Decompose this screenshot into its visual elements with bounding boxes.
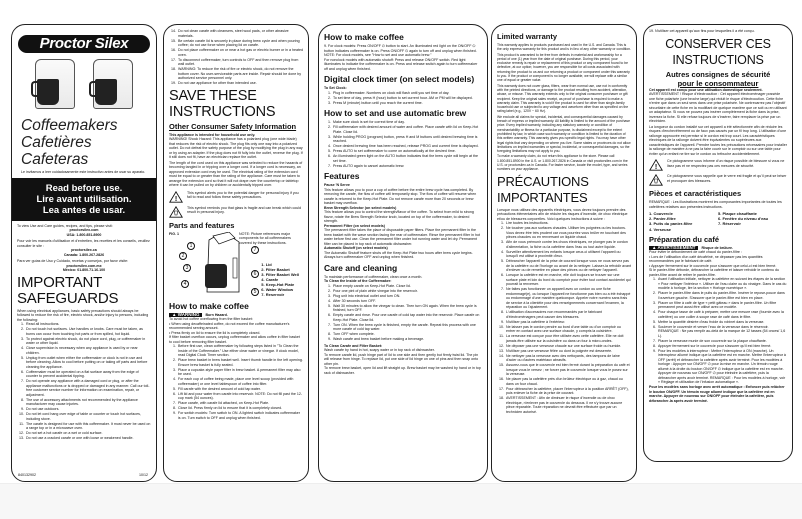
us-contact: To view Use and Care guides, recipes, and tips, please visit: proctorsilex.com USA: 1.800.851.8900 <box>17 224 151 238</box>
list-item: 13. N'utiliser pas une verseuse fêlée ou dont la poignée est desserrée. <box>499 348 613 353</box>
list-item: 5. Press AUTO to set coffeemaker to come on automatically at the desired time. <box>328 149 456 153</box>
list-item: 4. Pour chaque tasse de café à préparer, mettre une mesure rase (fournie avec la cafetière) ou une cuiller à soupe rase de café dans le filtre. <box>653 310 784 319</box>
list-item: 6. Coffeemaker must be operated on a flat surface away from the edge of counter to prevent accidental tipping. <box>21 369 139 378</box>
list-item: 8. Appuyer fermement sur le couvercle pour s'assurer qu'il est bien fermé. <box>653 343 772 348</box>
features-title: Features <box>324 171 360 181</box>
pieces-title: Pièces et caractéristiques <box>649 189 742 198</box>
list-item: 1. Avant l'utilisation initiale, nettoyer la cafetière en suivant les étapes de la section « Pour nettoyer l'intérieur ». Utiliser de l'eau claire ou du vinaigre. Dans le cas du modèle à horloge, lire la section « Horloge numérique ». <box>653 277 787 291</box>
list-item: 7. Do not operate any appliance with a damaged cord or plug, or after the appliance malfunctions or is dropped or damaged in any manner. Call our toll-free customer service number for information on examination, repair, or adjustment. <box>21 379 150 397</box>
feature-heading: Permanent Filter (on select models) <box>324 223 385 228</box>
list-item: 11. The carafe is designed for use with this coffeemaker. It must never be used on a range top or in a microwave oven. <box>19 421 151 430</box>
precautions-list <box>497 221 631 414</box>
list-item: 12. Do not set a hot carafe on a wet or cold surface. <box>19 431 103 435</box>
callout-4: 4 <box>181 280 189 288</box>
callout-3: 3 <box>183 264 191 272</box>
warranty-paragraph: This warranty applies to products purchased and used in the U.S. and Canada. This is the only express warranty for this product and is in lieu of any other warranty or condition. <box>497 43 631 52</box>
cover-panel <box>11 24 157 482</box>
list-item: 1. Before first use, clean coffeemaker by following steps listed in "To Clean the Inside of the Coffeemaker." Use either clear water or vinegar. If clock model, read Digital Clock Timer section. <box>173 344 299 357</box>
callout-7: 7 <box>251 246 259 254</box>
feature-heading: Brew Strength Selector (on select models) <box>324 205 397 210</box>
clock-steps-list <box>324 91 482 106</box>
care-cleaning-title: Care and cleaning <box>324 262 398 273</box>
list-item: 7. Ne faites pas fonctionner un appareil avec un cordon ou une fiche endommagé(e), ou lorsque l'appareil ne fonctionne pas bien ou a été échappé ou endommagé d'une manière quelconque. Appeler notre numéro sans frais de service à la clientèle pour des renseignements concernant l'examen, la réparation ou l'ajustement. <box>501 287 631 310</box>
title-es: Cafeteras <box>21 151 89 168</box>
piece-item: 2. Panier-filtre <box>649 216 676 222</box>
list-item: 10. Do not let cord hang over edge of table or counter or touch hot surfaces, including stove. <box>19 412 141 421</box>
list-item: 9. Do not use outdoors. <box>21 407 60 411</box>
parts-diagram: FIG. 1 1 2 3 4 5 6 7 NOTE: Picture references major components for all coffeemakers covered by these instructions. 1. Lid 2. Filter Basket 3. Filter Basket Well 4. Carafe 5. Keep-Hot Plate 6. Water Window 7. Reservoir <box>169 231 299 297</box>
features-list <box>324 183 482 260</box>
ca-contact: Pour voir les manuels d'utilisation et d'entretien, les recettes et les conseils, veuillez consulter le site : proctorsilex.ca Canada: 1.800.267.2826 <box>17 239 150 257</box>
list-item: 3. While holding PROG (program) button, press H and M buttons until desired brewing time is reached. <box>328 134 478 143</box>
warning-triangle-icon <box>169 191 183 203</box>
warning-badge: ▲ WARNING <box>169 313 202 318</box>
list-item: 2. Placer le panier-filtre dans le puits du panier-filtre. Insérer le repose-pouce dans l'ouverture gauche. S'assurer que le panier-filtre est bien en place. <box>653 291 785 300</box>
list-item: 1. Plug in coffeemaker. Numbers on clock will flash until you set time of day. <box>328 90 450 95</box>
list-item: 8. Close lid. Press firmly on lid to ensure that it is completely closed. <box>173 406 283 410</box>
list-item: 5. Débrancher l'appareil de la prise de courant lorsque vous ne vous servez pas de la cafetière ou de l'horloge ou avant de la nettoyer. Laisser-la refroidir avant d'enlever ou de remettre en place des pièces ou de nettoyer l'appareil. <box>501 259 631 273</box>
intro-es: Le invitamos a leer cuidadosamente este instructivo antes de usar su aparato. <box>21 170 146 174</box>
piece-item <box>718 227 787 232</box>
auto-brew-steps-list <box>324 120 482 168</box>
safeguards-intro: When using electrical appliances, basic safety precautions should always be followed to reduce the risk of fire, electric shock, and/or injury to persons, including the following: <box>17 308 149 322</box>
avertissement-badge: ▲ AVERTISSEMENT <box>649 246 698 251</box>
svg-text:!: ! <box>174 195 178 203</box>
page-bottom-band <box>0 483 802 519</box>
list-item: 16. Do not place coffeemaker on or near a hot gas or electric burner or in a heated oven. <box>171 48 303 57</box>
list-item: 3. Afin de vous prémunir contre les chocs électriques, ne plonger pas le cordon d'alimentation, la fiche ou la cafetière dans l'eau ou tout autre liquide. <box>501 240 628 249</box>
list-item: 18. WARNING: To reduce the risk of fire or electric shock, do not remove the bottom cover. No user-serviceable parts are inside. Repair should be done by authorized service personnel only. <box>171 67 302 80</box>
feature-text: The Automatic Shutoff feature shuts off the Keep-Hot Plate two hours after brew cycle begins. Always turn coffeemaker OFF and unplug when finished. <box>324 250 473 259</box>
list-item: 6. An illuminated green light on the AUTO button indicates that the brew cycle will begin at the set time. <box>328 154 478 163</box>
coffeemaker-image <box>29 57 81 111</box>
coffeemaker-image <box>87 57 139 111</box>
parts-list: 1. Lid 2. Filter Basket 3. Filter Basket Well 4. Carafe 5. Keep-Hot Plate 6. Water Window 7. Reservoir <box>261 261 299 297</box>
callout-5: 5 <box>251 288 259 296</box>
cord-info: The length of the cord used on this appliance was selected to reduce the hazards of becoming tangled in or tripping over a longer cord. If a longer cord is necessary, an approved extension cord may be used. The electrical rating of the extension cord must be equal to or greater than the rating of the appliance. Care must be taken to arrange the extension cord so that it will not drape over the countertop or tabletop where it can be pulled on by children or accidentally tripped over. <box>169 160 303 187</box>
french-instructions-panel: 19. N'utiliser cet appareil qu'aux fins pour lesquelles il a été conçu. CONSERVER CES INSTRUCTIONS Autres consignes de sécurité pour le consommateur Cet appareil est conçu pour une utilisation domestique seulement. AVERTISSEMENT ! Risque d'électrocution : Cet appareil électroménager possède une fiche polarisée (une broche large) qui réduit le risque d'électrocution. Cette fiche n'entre que dans un seul sens dans une prise polarisée. Ne contrecarrez pas l'objectif sécuritaire de cette fiche en la modifiant de quelque manière que ce soit ou en utilisant un adaptateur. Si vous ne pouvez pas insérer complètement la fiche dans la prise, inversez la fiche. Si elle refuse toujours de s'insérer, faire remplacer la prise par un électricien. La longueur du cordon installé sur cet appareil a été sélectionnée afin de réduire les risques d'enchevêtrement ou de faux pas causés par un fil trop long. L'utilisation d'une rallonge approuvée est permise si le cordon est trop court. Les caractéristiques électriques de la rallonge doivent être équivalentes ou supérieures aux caractéristiques de l'appareil. Prendre toutes les précautions nécessaires pour installer la rallonge de manière à ne pas la faire courir sur le comptoir ou sur une table pour éviter qu'un enfant ne tire sur le cordon ou trébuche accidentellement. ! Ce pictogramme vous informe d'un risque possible de blessure si vous ne lisez pas et ne respectez pas ces mesures de sécurité. Ce pictogramme vous rappelle que le verre est fragile et qu'il peut se briser et provoquer des blessures. Pièces et caractéristiques REMARQUE : Les illustrations montrent les composantes importantes de toutes les cafetières relatives aux présentes instructions. 1. Couvercle 5. Plaque chauffante 2. Panier-filtre 6. Fenêtre du niveau d'eau 3. Puits du panier-filtre 7. Réservoir 4. Verseuse Préparation du café ▲ AVERTISSEMENT Risque de brûlure. Pour éviter le débordement de café chaud du panier-filtre : • Lors de l'utilisation d'un café décaféiné, ne dépasser pas les quantités recommandées par le fabricant de café. • Appuyer fermement sur le couvercle pour s'assurer que celui-ci est bien fermé. Si le panier-filtre déborde, débrancher la cafetière et laisser refroidir le contenu du panier-filtre avant de retirer le panier-filtre. 1. Avant l'utilisation initiale, nettoyer la cafetière en suivant les étapes de la section « Pour nettoyer l'intérieur ». Utiliser de l'eau claire ou du vinaigre. Dans le cas du modèle à horloge, lire la section « Horloge numérique ». 2. Placer le panier-filtre dans le puits du panier-filtre. Insérer le repose-pouce dans l'ouverture gauche. S'assurer que le panier-filtre est bien en place. 3. Placer un filtre à café de type « petit gâteau » dans le panier-filtre. Un filtre permanent peut aussi être utilisé avec ce modèle. 4. Pour chaque tasse de café à préparer, mettre une mesure rase (fournie avec la cafetière) ou une cuiller à soupe rase de café dans le filtre. 5. Mettre la quantité désirée d'eau froide du robinet dans la verseuse. 6. Soulever le couvercle et verser l'eau de la verseuse dans le réservoir. REMARQUE : Ne pas remplir au-delà de la marque de 12 tasses (54 onces/ 1,6 L). 7. Placer la verseuse munie de son couvercle sur la plaque chauffante. 8. Appuyer fermement sur le couvercle pour s'assurer qu'il est bien fermé. 9. Pour les modèles à interrupteur : Mettre l'interrupteur à ON (marche). Un interrupteur allumé indique que la cafetière est en marche. Mettre l'interrupteur à OFF (arrêt) et débrancher la cafetière après avoir terminé. Pour les modèles à horloge : Appuyer sur ON/OFF ⏻ pour la mise en marche. Un témoin rouge allumé à la droite du bouton ON/OFF ⏻ indique que la cafetière est en marche. Appuyer de nouveau sur ON/OFF ⏻ pour éteindre la cafetière, puis la débrancher après avoir terminé. REMARQUE : Pour les modèles à horloge, voir « Réglage et utilisation de l'infusion automatique ». Pour les modèles sans horloge avec arrêt automatique : Enfoncer puis relâcher le bouton ON/OFF. Un témoin rouge allumé indique que la cafetière est en marche. Appuyer de nouveau sur ON/OFF pour éteindre la cafetière, puis débrancher-la après avoir terminé. <box>643 24 793 462</box>
list-item: 3. Place a cupcake-style paper filter in brew basket. A permanent filter may also be used. <box>173 367 301 376</box>
warranty-title: Limited warranty <box>497 32 558 41</box>
callout-1: 1 <box>187 242 195 250</box>
warranty-paragraph: This warranty does not cover glass, filters, wear from normal use, use not in conformity with the printed directions, or damage to the product resulting from accident, alteration, abuse, or misuse. This warranty extends only to the original consumer purchaser or gift recipient. Keep the original sales receipt, as proof of purchase is required to make a warranty claim. This warranty is void if the product is used for other than single-family household use or subjected to any voltage and waveform other than as specified on the rating label (e.g., 120V ~ 60 Hz). <box>497 83 629 114</box>
list-item: 8. L'utilisation d'accessoires non recommandés par le fabricant d'électroménagers peut causer des blessures. <box>501 310 602 319</box>
list-item: 5. Unplug from outlet when either the coffeemaker or clock is not in use and before cleaning. Allow to cool before putting on or taking off parts and before cleaning the appliance. <box>21 355 148 369</box>
save-instructions-title: SAVE THESE INSTRUCTIONS <box>169 87 276 120</box>
feature-text: This feature allows you to pour a cup of coffee before the entire brew cycle has completed. By removing the carafe, the flow of coffee will temporarily stop. The flow of coffee will resume when carafe is returned to the Keep-Hot Plate. Do not remove carafe more than 20 seconds or brew basket may overflow. <box>324 187 477 205</box>
how-to-make-coffee-title: How to make coffee <box>169 300 249 311</box>
list-item: 9. Pour les modèles à interrupteur : Mettre l'interrupteur à ON (marche). Un interrupteur allumé indique que la cafetière est en marche. Mettre l'interrupteur à OFF (arrêt) et débrancher la cafetière après avoir terminé. Pour les modèles à horloge : Appuyer sur ON/OFF ⏻ pour la mise en marche. Un témoin rouge allumé à la droite du bouton ON/OFF ⏻ indique que la cafetière est en marche. Appuyer de nouveau sur ON/OFF ⏻ pour éteindre la cafetière, puis la débrancher après avoir terminé. REMARQUE : Pour les modèles à horloge, voir « Réglage et utilisation de l'infusion automatique ». <box>653 348 786 385</box>
feature-text: The permanent filter takes the place of disposable paper filters. Place the permanent filter in the brew basket with the wave section facing the rear of coffeemaker. Rinse the permanent filter in hot water before first use. Clean the permanent filter under hot running water and let dry. Permanent filter can be placed in top rack of automatic dishwasher. <box>324 228 480 246</box>
list-item: 13. Do not use a cracked carafe or one with loose or weakened handle. <box>19 436 134 440</box>
list-item: 9. N'utiliser pas la cafetière à l'extérieur. <box>501 319 566 324</box>
list-item: 4. For each cup of coffee being made, place one level scoop (provided with coffeemaker) or one level tablespoon of coffee into filter. <box>173 377 294 386</box>
list-item: 7. Placer la verseuse munie de son couvercle sur la plaque chauffante. <box>653 338 767 343</box>
list-item: 15. Be certain carafe lid is securely in place during brew cycle and when pouring coffee; do not use force when placing lid on carafe. <box>171 38 300 47</box>
list-item: 2. Place brew basket in brew basket well. Insert thumb handle in the left opening. Ensure brew basket is fully seated. <box>173 358 303 367</box>
list-item: 3. Press M (minute) button until you reach the current time. <box>328 100 423 105</box>
piece-item: 7. Réservoir <box>718 221 741 227</box>
feature-heading: Automatic Shutoff (on select models) <box>324 246 388 250</box>
list-item: 8. The use of accessory attachments not recommended by the appliance manufacturer may cause injuries. <box>21 397 138 406</box>
us-site-link[interactable]: proctorsilex.com <box>69 228 99 232</box>
list-item: 16. Ne placer pas la cafetière près d'un brûleur électrique ou à gaz, chaud ou dans un four chaud. <box>499 377 623 386</box>
warranty-text <box>497 43 631 172</box>
auto-brew-title: How to set and use automatic brew <box>324 108 467 118</box>
title-fr: Cafetières <box>21 134 92 151</box>
warranty-precautions-panel: Limited warranty This warranty applies to products purchased and used in the U.S. and Canada. This is the only express warranty for this product and is in lieu of any other warranty or condition. This product is warranted to be free from defects in material and workmanship for a period of one (1) year from the date of original purchase. During this period, your exclusive remedy is repair or replacement of this product or any component found to be defective, at our option; however, you are responsible for all costs associated with returning the product to us and our returning a product or component under this warranty to you. If the product or component is no longer available, we will replace with a similar one of equal or greater value. This warranty does not cover glass, filters, wear from normal use, use not in conformity with the printed directions, or damage to the product resulting from accident, alteration, abuse, or misuse. This warranty extends only to the original consumer purchaser or gift recipient. Keep the original sales receipt, as proof of purchase is required to make a warranty claim. This warranty is void if the product is used for other than single-family household use or subjected to any voltage and waveform other than as specified on the rating label (e.g., 120V ~ 60 Hz). We exclude all claims for special, incidental, and consequential damages caused by breach of express or implied warranty. All liability is limited to the amount of the purchase price. Every implied warranty, including any statutory warranty or condition of merchantability or fitness for a particular purpose, is disclaimed except to the extent prohibited by law, in which case such warranty or condition is limited to the duration of this written warranty. This warranty gives you specific legal rights. You may have other legal rights that vary depending on where you live. Some states or provinces do not allow limitations on implied warranties or special, incidental, or consequential damages, so the foregoing limitations may not apply to you. To make a warranty claim, do not return this appliance to the store. Please call 1.800.851.8900 in the U.S. or 1.800.267.2826 in Canada or visit proctorsilex.com in the U.S. or proctorsilex.ca in Canada. For faster service, locate the model, type, and series numbers on your appliance. PRÉCAUTIONS IMPORTANTES Lorsque vous utilisez des appareils électriques, vous devez toujours prendre des précautions élémentaires afin de réduire les risques d'incendie, de choc électrique et/ou de blessures corporelles. Voici quelques instructions à suivre : 1. Lire toutes les instructions. 2. Ne toucher pas aux surfaces chaudes. Utiliser les poignées ou les boutons. Vous devez être très prudent car vous pourriez vous brûler en touchant des pièces chaudes ou en renversant un liquide chaud. 3. Afin de vous prémunir contre les chocs électriques, ne plonger pas le cordon d'alimentation, la fiche ou la cafetière dans l'eau ou tout autre liquide. 4. Surveiller attentivement les enfants lorsque ceux-ci utilisent l'appareil ou lorsqu'il est utilisé à proximité d'eux. 5. Débrancher l'appareil de la prise de courant lorsque vous ne vous servez pas de la cafetière ou de l'horloge ou avant de la nettoyer. Laisser-la refroidir avant d'enlever ou de remettre en place des pièces ou de nettoyer l'appareil. 6. Lorsque la cafetière est en marche, elle doit toujours se trouver sur une surface plate et loin du bord du comptoir pour éviter tout contact accidentel qui pourrait la renverser. 7. Ne faites pas fonctionner un appareil avec un cordon ou une fiche endommagé(e), ou lorsque l'appareil ne fonctionne pas bien ou a été échappé ou endommagé d'une manière quelconque. Appeler notre numéro sans frais de service à la clientèle pour des renseignements concernant l'examen, la réparation ou l'ajustement. 8. L'utilisation d'accessoires non recommandés par le fabricant d'électroménagers peut causer des blessures. 9. N'utiliser pas la cafetière à l'extérieur. 10. Ne laisser pas le cordon pendre au bord d'une table ou d'un comptoir ou entrer en contact avec une surface chaude, y compris la cuisinière. 11. La verseuse est conçue pour être utilisée avec cette cafetière. Elle ne doit jamais être utilisée sur la cuisinière ou dans un four à micro-ondes. 12. Ne déposer pas une verseuse chaude sur une surface froide ou humide. 13. N'utiliser pas une verseuse fêlée ou dont la poignée est desserrée. 14. Ne nettoyer pas la verseuse avec des nettoyants, des tampons de laine d'acier ou d'autres matériaux abrasifs. 15. Assurez-vous que le couvercle est bien fermé durant la préparation du café et lorsque vous le versez ; ne forcer pas le couvercle lorsque vous le posez sur la verseuse. 16. Ne placer pas la cafetière près d'un brûleur électrique ou à gaz, chaud ou dans un four chaud. 17. Pour débrancher la cafetière, placer l'interrupteur à la position ARRÊT (OFF), puis enlever la fiche de la prise de courant. 18. AVERTISSEMENT : Afin de diminuer le risque d'incendie ou de choc électrique, n'enlever pas le couvercle du dessous. Il ne s'y trouve aucune pièce réparable. Toute réparation ne devrait être effectuée que par un technicien autorisé. <box>491 24 637 482</box>
list-item: 2. Ne toucher pas aux surfaces chaudes. Utiliser les poignées ou les boutons. Vous devez être très prudent car vous pourriez vous brûler en touchant des pièces chaudes ou en renversant un liquide chaud. <box>501 226 626 240</box>
figure-note: NOTE: Picture references major components for all coffeemakers covered by these instructions. <box>239 231 291 245</box>
safeguards-continued-list <box>169 29 303 86</box>
list-item: 11. La verseuse est conçue pour être utilisée avec cette cafetière. Elle ne doit jamais être utilisée sur la cuisinière ou dans un four à micro-ondes. <box>499 334 624 343</box>
warranty-paragraph: To make a warranty claim, do not return this appliance to the store. Please call 1.800.851.8900 in the U.S. or 1.800.267.2826 in Canada or visit proctorsilex.com in the U.S. or proctorsilex.ca in Canada. For faster service, locate the model, type, and series numbers on your appliance. <box>497 154 628 172</box>
fragile-glass-icon <box>169 206 183 218</box>
list-item: 4. Close supervision is necessary when any appliance is used by or near children. <box>21 346 138 355</box>
list-item: 14. Ne nettoyer pas la verseuse avec des nettoyants, des tampons de laine d'acier ou d'autres matériaux abrasifs. <box>499 353 620 363</box>
list-item: 2. Pour one pint of plain white vinegar into the reservoir. <box>328 288 418 293</box>
list-item: 7. Place carafe, with carafe lid attached, on Keep-Hot Plate. <box>173 401 270 405</box>
safety-parts-panel: 14. Do not clean carafe with cleansers, steel wool pads, or other abrasive materials. 15. Be certain carafe lid is securely in place during brew cycle and when pouring coffee; do not use force when placing lid on carafe. 16. Do not place coffeemaker on or near a hot gas or electric burner or in a heated oven. 17. To disconnect coffeemaker, turn controls to OFF and then remove plug from wall outlet. 18. WARNING: To reduce the risk of fire or electric shock, do not remove the bottom cover. No user-serviceable parts are inside. Repair should be done by authorized service personnel only. 19. Do not use appliance for other than intended use. SAVE THESE INSTRUCTIONS Other Consumer Safety Information This appliance is intended for household use only. WARNING! Shock Hazard: This appliance has a polarized plug (one wide blade) that reduces the risk of electric shock. The plug fits only one way into a polarized outlet. Do not defeat the safety purpose of the plug by modifying the plug in any way or by using an adapter. If the plug does not fit fully into the outlet, reverse the plug. If it still does not fit, have an electrician replace the outlet. The length of the cord used on this appliance was selected to reduce the hazards of becoming tangled in or tripping over a longer cord. If a longer cord is necessary, an approved extension cord may be used. The electrical rating of the extension cord must be equal to or greater than the rating of the appliance. Care must be taken to arrange the extension cord so that it will not drape over the countertop or tabletop where it can be pulled on by children or accidentally tripped over. ! This symbol alerts you to the potential danger for personal injury if you fail to read and follow these safety precautions. This symbol reminds you that glass is fragile and can break which could result in personal injury. Parts and features FIG. 1 1 2 3 4 5 6 7 NOTE: Picture references major components for all coffeemakers covered by these instructions. 1. Lid 2. Filter Basket 3. Filter Basket Well 4. Carafe 5. Keep-Hot Plate 6. Water Window 7. Reservoir How to make coffee ▲ WARNING Burn Hazard. To avoid hot coffee overflowing from the filter basket: • When using decaffeinated coffee, do not exceed the coffee manufacturer's recommended serving amount. • Press firmly on lid to ensure the lid is completely closed. If filter basket overflow occurs, unplug coffeemaker and allow coffee in filter basket to cool before removing filter basket. 1. Before first use, clean coffeemaker by following steps listed in "To Clean the Inside of the Coffeemaker." Use either clear water or vinegar. If clock model, read Digital Clock Timer section. 2. Place brew basket in brew basket well. Insert thumb handle in the left opening. Ensure brew basket is fully seated. 3. Place a cupcake-style paper filter in brew basket. A permanent filter may also be used. 4. For each cup of coffee being made, place one level scoop (provided with coffeemaker) or one level tablespoon of coffee into filter. 5. Fill carafe with the desired amount of cold tap water. 6. Lift lid and pour water from carafe into reservoir. NOTE: Do not fill past the 12-cup mark (54 ounces). 7. Place carafe, with carafe lid attached, on Keep-Hot Plate. 8. Close lid. Press firmly on lid to ensure that it is completely closed. 9. For switch models: Turn switch to ON. A lighted switch indicates coffeemaker is on. Turn switch to OFF and unplug when finished. <box>163 24 309 482</box>
conserve-title: CONSERVER CES INSTRUCTIONS <box>665 36 771 67</box>
list-item: 1. Make sure clock is set for correct time of day. <box>328 120 405 124</box>
list-item: 9. Wash carafe and brew basket before making a beverage. <box>328 337 425 341</box>
list-item: 1. Place empty carafe on Keep-Hot Plate. Close lid. <box>328 283 411 288</box>
safeguards-list <box>17 322 151 441</box>
list-item: 3. Plug unit into electrical outlet and turn ON. <box>328 293 401 298</box>
preparation-title: Préparation du café <box>649 234 720 244</box>
list-item: 10. Ne laisser pas le cordon pendre au bord d'une table ou d'un comptoir ou entrer en contact avec une surface chaude, y compris la cuisinière. <box>499 324 621 334</box>
document-date: 10/12 <box>139 472 148 477</box>
digital-clock-title: Digital clock timer (on select models) <box>324 74 475 84</box>
list-item: 1. Lire toutes les instructions. <box>501 221 549 226</box>
list-item: 2. To set time of day, press H (hour) button to set current hour. AM or PM will be displayed. <box>328 95 473 100</box>
list-item: 7. Press AUTO again to cancel automatic brew. <box>328 163 405 168</box>
polarized-plug-warning: WARNING! Shock Hazard: This appliance has a polarized plug (one wide blade) that reduces the risk of electric shock. The plug fits only one way into a polarized outlet. Do not defeat the safety purpose of the plug by modifying the plug in any way or by using an adapter. If the plug does not fit fully into the outlet, reverse the plug. If it still does not fit, have an electrician replace the outlet. <box>169 137 303 159</box>
list-item: 15. Assurez-vous que le couvercle est bien fermé durant la préparation du café et lorsque vous le versez ; ne forcer pas le couvercle lorsque vous le posez sur la verseuse. <box>499 363 630 377</box>
care-steps-list <box>324 284 482 342</box>
list-item: 5. Fill carafe with the desired amount of cold tap water. <box>173 386 261 391</box>
warning-triangle-icon <box>649 159 663 171</box>
list-item: 3. Placer un filtre à café de type « petit gâteau » dans le panier-filtre. Un filtre permanent peut aussi être utilisé avec ce modèle. <box>653 300 777 310</box>
list-item: 5. Wait 30 minutes to allow the vinegar to clean. Then turn ON again. When the brew cycle is finished, turn OFF. <box>328 303 477 312</box>
coffeemaker-images <box>17 57 151 113</box>
callout-2: 2 <box>179 252 187 260</box>
operation-care-panel: How to make coffee 9. For clock models: Press ON/OFF ⏻ button to start. An illuminated red light on the ON/OFF ⏻ button indicates coffeemaker is on. Press ON/OFF ⏻ again to turn off and unplug when finished. NOTE: For clock models, see "How to set and use automatic brew." For nonclock models with automatic shutoff: Press and release ON/OFF switch. Red light illuminates to indicate the coffeemaker is on. Press and release switch again to turn coffeemaker off and unplug when finished. Digital clock timer (on select models) To Set Clock: 1. Plug in coffeemaker. Numbers on clock will flash until you set time of day. 2. To set time of day, press H (hour) button to set current hour. AM or PM will be displayed. 3. Press M (minute) button until you reach the current time. How to set and use automatic brew 1. Make sure clock is set for correct time of day. 2. Fill coffeemaker with desired amount of water and coffee. Place carafe with lid on Keep-Hot Plate. Close lid. 3. While holding PROG (program) button, press H and M buttons until desired brewing time is reached. 4. Once desired brewing time has been reached, release PROG and current time is displayed. 5. Press AUTO to set coffeemaker to come on automatically at the desired time. 6. An illuminated green light on the AUTO button indicates that the brew cycle will begin at the set time. 7. Press AUTO again to cancel automatic brew. Features Pause 'N Serve This feature allows you to pour a cup of coffee before the entire brew cycle has completed. By removing the carafe, the flow of coffee will temporarily stop. The flow of coffee will resume when carafe is returned to the Keep-Hot Plate. Do not remove carafe more than 20 seconds or brew basket may overflow. Brew Strength Selector (on select models) This feature allows you to control the strength/flavor of the coffee. To select from mild to strong flavor, rotate the Brew Strength Selector knob, located on top of the coffeemaker, to desired strength. Permanent Filter (on select models) The permanent filter takes the place of disposable paper filters. Place the permanent filter in the brew basket with the wave section facing the rear of coffeemaker. Rinse the permanent filter in hot water before first use. Clean the permanent filter under hot running water and let dry. Permanent filter can be placed in top rack of automatic dishwasher. Automatic Shutoff (on select models) The Automatic Shutoff feature shuts off the Keep-Hot Plate two hours after brew cycle begins. Always turn coffeemaker OFF and unplug when finished. Care and cleaning To maintain performance of coffeemaker, clean once a month. To Clean the Inside of the Coffeemaker: 1. Place empty carafe on Keep-Hot Plate. Close lid. 2. Pour one pint of plain white vinegar into the reservoir. 3. Plug unit into electrical outlet and turn ON. 4. After 30 seconds turn OFF. 5. Wait 30 minutes to allow the vinegar to clean. Then turn ON again. When the brew cycle is finished, turn OFF. 6. Empty carafe and rinse. Pour one carafe of cold tap water into the reservoir. Place carafe on Keep-Hot Plate. Close lid. 7. Turn ON. When the brew cycle is finished, empty the carafe. Repeat this process with one more carafe of cold tap water. 8. Turn OFF when complete. 9. Wash carafe and brew basket before making a beverage. To Clean Carafe and Filter Basket: Wash carafe by hand in hot, soapy water or in top rack of dishwasher. To remove carafe lid, push hinge part of lid to one side and then gently but firmly twist lid. The pin will release from hinge. To replace lid, put one side of lid hinge on one of pins and then snap onto other pin. To remove brew basket, open lid and lift straight up. Brew basket may be washed by hand or in top rack of dishwasher. <box>318 24 488 482</box>
how-to-make-coffee-title: How to make coffee <box>324 32 404 42</box>
svg-text:!: ! <box>654 164 658 171</box>
precautions-title: PRÉCAUTIONS IMPORTANTES <box>497 173 589 205</box>
feature-heading: Pause 'N Serve <box>324 183 350 187</box>
mx-site-link[interactable]: proctorsilex.com.mx <box>66 263 102 268</box>
list-item: 18. AVERTISSEMENT : Afin de diminuer le risque d'incendie ou de choc électrique, n'enlever pas le couvercle du dessous. Il ne s'y trouve aucune pièce réparable. Toute réparation ne devrait être effectuée que par un technicien autorisé. <box>499 396 623 414</box>
list-item: 4. After 30 seconds turn OFF. <box>328 298 376 303</box>
list-item: 17. To disconnect coffeemaker, turn controls to OFF and then remove plug from wall outlet. <box>171 57 299 66</box>
safeguards-title: IMPORTANT SAFEGUARDS <box>17 273 119 307</box>
list-item: 2. Fill coffeemaker with desired amount of water and coffee. Place carafe with lid on Keep-Hot Plate. Close lid. <box>328 125 479 134</box>
list-item: 8. Turn OFF when complete. <box>328 332 375 336</box>
brand-logo: Proctor Silex <box>18 35 150 53</box>
list-item: 17. Pour débrancher la cafetière, placer l'interrupteur à la position ARRÊT (OFF), puis enlever la fiche de la prise de courant. <box>499 386 629 396</box>
piece-item: 3. Puits du panier-filtre <box>649 221 693 227</box>
ca-site-link[interactable]: proctorsilex.ca <box>71 248 97 252</box>
pieces-list <box>649 211 787 232</box>
list-item: 1. Read all instructions. <box>21 322 60 326</box>
parts-features-title: Parts and features <box>169 220 235 230</box>
list-item: 9. For switch models: Turn switch to ON. A lighted switch indicates coffeemaker is on. Turn switch to OFF and unplug when finished. <box>173 411 300 420</box>
list-item: 12. Ne déposer pas une verseuse chaude sur une surface froide ou humide. <box>499 343 622 348</box>
warranty-paragraph: This product is warranted to be free from defects in material and workmanship for a period of one (1) year from the date of original purchase. During this period, your exclusive remedy is repair or replacement of this product or any component found to be defective, at our option; however, you are responsible for all costs associated with returning the product to us and our returning a product or component under this warranty to you. If the product or component is no longer available, we will replace with a similar one of equal or greater value. <box>497 52 630 83</box>
list-item: 4. Surveiller attentivement les enfants lorsque ceux-ci utilisent l'appareil ou lorsqu'il est utilisé à proximité d'eux. <box>501 249 621 259</box>
document-code: 840132902 <box>18 472 36 477</box>
piece-item: 1. Couvercle <box>649 211 673 216</box>
other-safety-title: Other Consumer Safety Information <box>169 121 297 131</box>
list-item: 2. Do not touch hot surfaces. Use handles or knobs. Care must be taken, as burns can occur from touching hot parts or from spilled, hot liquid. <box>21 327 143 336</box>
list-item: 14. Do not clean carafe with cleansers, steel wool pads, or other abrasive materials. <box>171 29 289 38</box>
list-item: 6. Lift lid and pour water from carafe into reservoir. NOTE: Do not fill past the 12-cup mark (54 ounces). <box>173 391 303 400</box>
warranty-paragraph: We exclude all claims for special, incidental, and consequential damages caused by breach of express or implied warranty. All liability is limited to the amount of the purchase price. Every implied warranty, including any statutory warranty or condition of merchantability or fitness for a particular purpose, is disclaimed except to the extent prohibited by law, in which case such warranty or condition is limited to the duration of this written warranty. This warranty gives you specific legal rights. You may have other legal rights that vary depending on where you live. Some states or provinces do not allow limitations on implied warranties or special, incidental, or consequential damages, so the foregoing limitations may not apply to you. <box>497 114 631 154</box>
list-item: 6. Empty carafe and rinse. Pour one carafe of cold tap water into the reservoir. Place carafe on Keep-Hot Plate. Close lid. <box>328 313 480 322</box>
callout-6: 6 <box>251 270 259 278</box>
feature-text: This feature allows you to control the strength/flavor of the coffee. To select from mild to strong flavor, rotate the Brew Strength Selector knob, located on top of the coffeemaker, to desired strength. <box>324 210 474 223</box>
piece-item: 6. Fenêtre du niveau d'eau <box>718 216 769 222</box>
list-item: 6. Lorsque la cafetière est en marche, elle doit toujours se trouver sur une surface plate et loin du bord du comptoir pour éviter tout contact accidentel qui pourrait la renverser. <box>501 273 631 287</box>
title-en: Coffeemakers <box>21 117 118 134</box>
brew-steps-list <box>169 344 303 420</box>
read-before-banner: Read before use. Lire avant utilisation. Lea antes de usar. <box>12 178 156 221</box>
mx-contact: Para ver guías de Uso y Cuidado, recetas y consejos, por favor visite: proctorsilex.com.mx México: 01.800.71.16.100 <box>17 259 151 273</box>
piece-item: 4. Verseuse <box>649 226 672 232</box>
fragile-glass-icon <box>649 174 663 186</box>
preparation-steps-list <box>649 277 787 385</box>
list-item: 4. Once desired brewing time has been reached, release PROG and current time is displayed. <box>328 144 479 148</box>
piece-item: 5. Plaque chauffante <box>718 211 757 216</box>
list-item: 5. Mettre la quantité désirée d'eau froide du robinet dans la verseuse. <box>653 319 765 324</box>
list-item: 6. Soulever le couvercle et verser l'eau de la verseuse dans le réservoir. REMARQUE : Ne pas remplir au-delà de la marque de 12 tasses (54 onces/ 1,6 L). <box>653 324 786 338</box>
list-item: 19. Do not use appliance for other than intended use. <box>171 81 257 85</box>
list-item: 7. Turn ON. When the brew cycle is finished, empty the carafe. Repeat this process with one more carafe of cold tap water. <box>328 322 476 331</box>
list-item: 3. To protect against electric shock, do not place cord, plug, or coffeemaker in water or other liquid. <box>21 336 146 345</box>
